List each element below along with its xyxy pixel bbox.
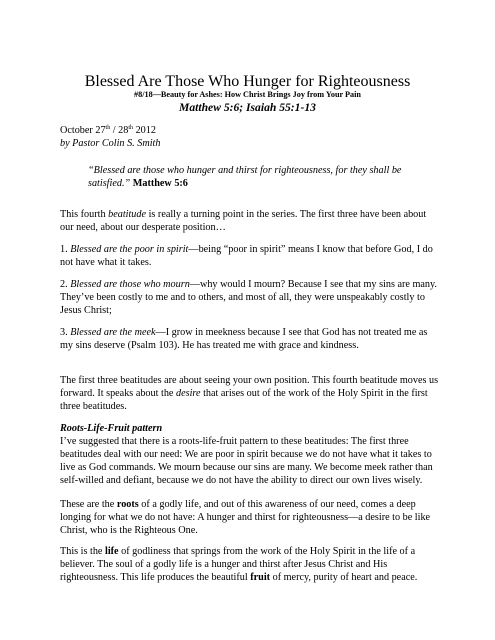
list-number: 3.: [60, 327, 71, 338]
text-run: —I grow in meekness because I see that God has not treated me as my sins deserve (Psalm 103). He has treated me with grace and kindness.: [60, 327, 428, 352]
text-run: These are the: [60, 499, 117, 510]
text-run-bold: roots: [116, 499, 139, 510]
paragraph-life-fruit: [60, 545, 440, 584]
list-number: 1.: [60, 244, 71, 255]
quote-reference: Matthew 5:6: [132, 178, 188, 189]
text-run: that arises out of the work of the Holy Spirit in the first three beatitudes.: [60, 388, 428, 413]
paragraph-beatitude-2: [60, 278, 440, 317]
paragraph-beatitude-1: [60, 243, 440, 269]
beatitude-text: Blessed are the meek: [70, 327, 156, 338]
text-run: This is the: [60, 546, 105, 557]
paragraph-intro: [60, 208, 440, 234]
sermon-author: by Pastor Colin S. Smith: [60, 138, 161, 149]
series-subtitle: #8/18—Beauty for Ashes: How Christ Brings Joy from Your Pain: [134, 90, 361, 99]
beatitude-text: Blessed are the poor in spirit: [70, 244, 189, 255]
text-run-italic: desire: [176, 388, 201, 400]
sermon-date: [60, 124, 156, 137]
text-run: I’ve suggested that there is a roots-life-fruit pattern to these beatitudes: The first three beatitudes deal with our need: We are poor in spirit because we do not have what it takes to live as God commands. We mourn because our sins are many. We become meek rather than self-willed and defiant, because we do not have the ability to direct our own lives wisely.: [60, 436, 433, 487]
paragraph-roots-life-fruit: [60, 422, 440, 487]
text-run: of a godly life, and out of this awareness of our need, comes a deep longing for what we do not have: A hunger and thirst for righteousness—a desire to be like Christ, who is the Righteous One.: [60, 499, 431, 537]
text-run: is really a turning point in the series. The first three have been about our need, about our desperate position…: [60, 209, 427, 234]
text-run-bold: life: [105, 546, 119, 557]
text-run: —being “poor in spirit” means I know that before God, I do not have what it takes.: [60, 244, 433, 269]
text-run: —why would I mourn? Because I see that my sins are many. They’ve been costly to me and to others, and most of all, they were unspeakably costly to Jesus Christ;: [60, 279, 437, 317]
beatitude-text: Blessed are those who mourn: [70, 279, 190, 290]
scripture-reference: Matthew 5:6; Isaiah 55:1-13: [179, 101, 316, 114]
date-second-suffix: th: [128, 125, 134, 131]
list-number: 2.: [60, 279, 71, 290]
quote-text: “Blessed are those who hunger and thirst for righteousness, for they shall be satisfied.”: [88, 165, 402, 189]
key-verse-quote: [88, 164, 418, 190]
paragraph-beatitude-3: [60, 326, 440, 352]
text-run-bold: fruit: [250, 572, 271, 584]
text-run: of godliness that springs from the work of the Holy Spirit in the life of a believer. The soul of a godly life is a hunger and thirst after Jesus Christ and His righteousness. This life produces the beautiful: [60, 546, 416, 584]
text-run: The first three beatitudes are about seeing your own position. This fourth beatitude moves us forward. It speaks about the: [60, 375, 439, 400]
paragraph-roots: [60, 498, 440, 537]
paragraph-moving-forward: [60, 374, 440, 413]
date-first-suffix: th: [105, 125, 111, 131]
section-heading: Roots-Life-Fruit pattern: [60, 423, 163, 434]
text-run: of mercy, purity of heart and peace.: [270, 572, 418, 584]
text-run-italic: beatitude: [108, 209, 147, 220]
date-separator: / 28: [110, 125, 129, 136]
date-year: 2012: [133, 125, 156, 136]
sermon-title: Blessed Are Those Who Hunger for Righteousness: [84, 73, 411, 90]
text-run: This fourth: [60, 209, 109, 220]
date-first: October 27: [60, 125, 106, 136]
